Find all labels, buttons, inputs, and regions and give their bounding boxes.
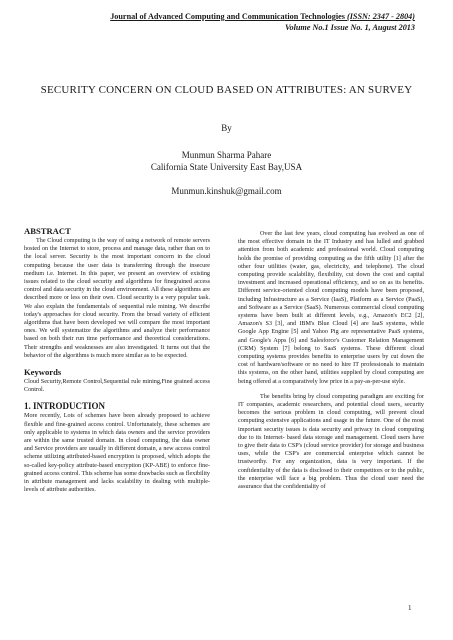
journal-name: Journal of Advanced Computing and Communication Technologies (110, 12, 345, 21)
journal-header (25, 12, 415, 33)
journal-issue: Volume No.1 Issue No. 1, August 2013 (284, 22, 415, 32)
keywords-heading: Keywords (24, 367, 62, 378)
author-name: Munmun Sharma Pahare (181, 150, 272, 160)
author-block (0, 149, 453, 173)
journal-issn: (ISSN: 2347 - 2804) (346, 12, 415, 21)
author-affiliation: California State University East Bay,USA (150, 162, 303, 172)
left-column (24, 226, 210, 494)
right-column (238, 230, 424, 491)
intro-paragraph-1: Over the last few years, cloud computing has evolved as one of the most effective domain in the IT Industry and has lulled and grabbed attention from both academic and professional world. Cloud computing holds the promise of providing computing as the fifth utility [1] after the other four utilities (water, gas, electricity, and telephone). The cloud computing provide scalability, flexibility, cut down the cost and capital investment and increased operational efficiency, and so on as its benefits. Different service-oriented cloud computing models have been proposed, including Infrastructure as a Service (IaaS), Platform as a Service (PaaS), and Software as a Service (SaaS). Numerous commercial cloud computing systems have been built at different levels, e.g., Amazon's EC2 [2], Amazon's S3 [3], and IBM's Blue Cloud [4] are IaaS systems, while Google App Engine [5] and Yahoo Pig are representative PaaS systems, and Google's Apps [6] and Salesforce's Customer Relation Management (CRM) System [7] belong to SaaS systems. These different cloud computing systems provides benefits to enterprise users by cut down the cost of hardware/software or no need to hire IT professionals to maintain this systems, on the other hand, utilities supplied by cloud computing are being offered at a comparatively low price in a pay-as-per-use style. (238, 231, 424, 385)
introduction-heading: 1. INTRODUCTION (24, 401, 106, 412)
abstract-heading: ABSTRACT (24, 226, 71, 236)
keywords-text: Cloud Security,Remote Control,Sequential rule mining,Fine grained access Control. (24, 379, 210, 394)
abstract-text: The Cloud computing is the way of using a network of remote servers hosted on the Internet to store, process and manage data, rather than on to the local server. Security is the most important concern in the cloud computing because the user data is transferring through the insecure medium i.e. Internet. In this paper, we present an overview of existing issues related to the cloud security and algorithms for finegrained access control and data security in the cloud environment. All these algorithms are described more or less on their own. Cloud security is a very popular task. We also explain the fundamentals of sequential rule mining. We describe today's approaches for cloud security. From the broad variety of efficient algorithms that have been developed we will compare the most important ones. We will systematize the algorithms and analyze their performance based on both their run time performance and theoretical considerations. Their strengths and weaknesses are also investigated. It turns out that the behavior of the algorithms is much more similar as to be expected. (24, 238, 210, 359)
page-number: 1 (408, 604, 412, 612)
introduction-text: More recently, Lots of schemes have been already proposed to achieve flexible and fine-grained access control. Unfortunately, these schemes are only applicable to systems in which data owners and the service providers are within the same trusted domain. In cloud computing, the data owner and Service providers are usually in different domain, a new access control scheme utilizing attributed-based encryption is proposed, which adopts the so-called key-policy attribute-based encryption (KP-ABE) to enforce fine-grained access control. This scheme has some drawbacks such as flexibility in attribute management and lacks scalability in dealing with multiple-levels of attribute authorities. (24, 413, 210, 494)
by-label: By (221, 123, 232, 133)
journal-title-line (25, 12, 415, 23)
intro-paragraph-2: The benefits bring by cloud computing paradigm are exciting for IT companies, academic researchers, and potential cloud users, security becomes the serious problem in cloud computing, will prevent cloud computing extensive applications and usage in the future. One of the most important security issues is data security and privacy in cloud computing due to its Internet- based data storage and management. Cloud users have to give their data to CSP's (cloud service provider) for storage and business uses, while the CSP's are commercial enterprise which cannot be trustworthy. For any organization, data is very important. If the confidentiality of the data is disclosed to their competitors or to the public, the enterprise will face a big problem. Thus the cloud user need the assurance that the confidentiality of (238, 393, 424, 491)
paper-title: SECURITY CONCERN ON CLOUD BASED ON ATTRIBUTES: AN SURVEY (40, 84, 413, 96)
author-email: Munmun.kinshuk@gmail.com (171, 186, 282, 196)
